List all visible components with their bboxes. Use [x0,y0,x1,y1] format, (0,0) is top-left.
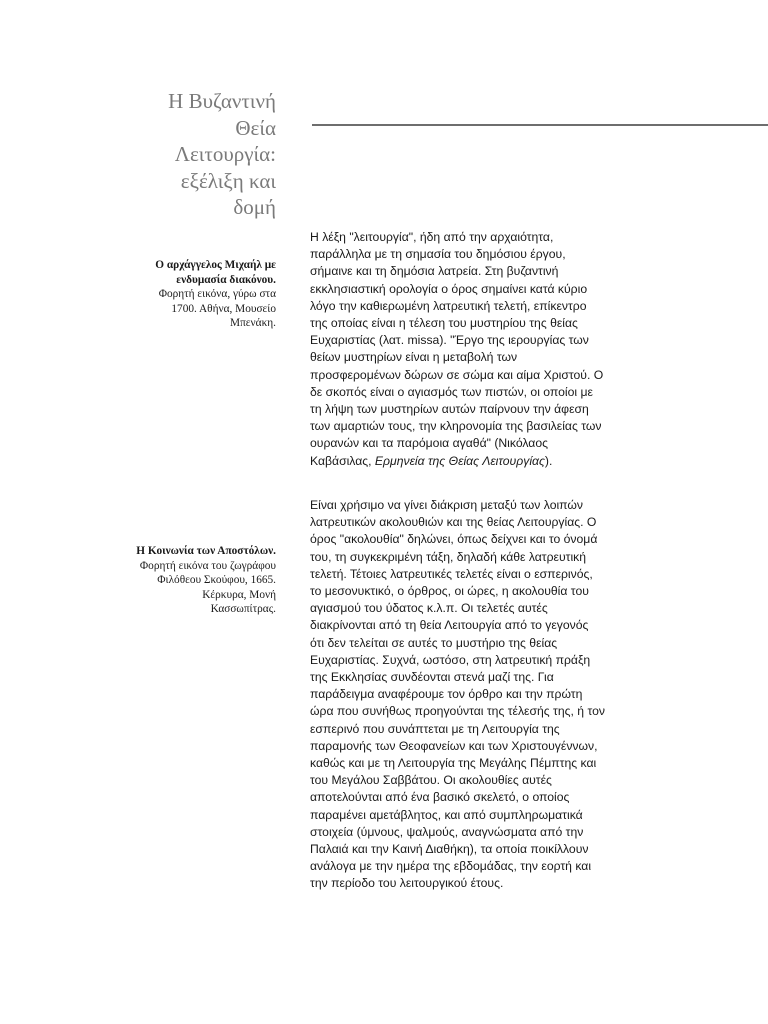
caption-detail-line: Κέρκυρα, Μονή [202,588,276,601]
image-caption-archangel [76,258,276,331]
citation-author: Καβάσιλας, [310,453,375,468]
caption-detail-line: Μπενάκη. [230,317,276,330]
text-line: Ευχαριστίας. Συχνά, ωστόσο, στη λατρευτική πράξη [310,652,591,667]
caption-detail-line: Φιλόθεου Σκούφου, 1665. [157,574,276,587]
citation-work-title: Ερμηνεία της Θείας Λειτουργίας [374,453,545,468]
text-line: θείων μυστηρίων είναι η μεταβολή των [310,350,518,365]
text-line: λατρευτικών ακολουθιών και της θείας Λειτουργίας. Ο [310,515,597,530]
text-line: το μεσονυκτικό, ο όρθρος, οι ώρες, η ακολουθία του [310,584,589,599]
text-line: Η λέξη "λειτουργία", ήδη από την αρχαιότητα, [310,230,554,244]
title-line: εξέλιξη και [180,168,276,193]
text-line: τη λήψη των μυστηρίων αυτών παίρνουν την άφεση [310,402,589,417]
text-line: όρος "ακολουθία" δηλώνει, όπως δείχνει και το όνομά [310,532,598,547]
text-line: των αμαρτιών τους, την κληρονομία της βασιλείας των [310,419,602,434]
text-line-citation [310,453,660,470]
text-line: προσφερομένων δώρων σε σώμα και αίμα Χριστού. Ο [310,367,604,382]
text-line: διακρίνονται από τη θεία Λειτουργία από το γεγονός [310,618,589,633]
text-line: παράδειγμα αναφέρουμε τον όρθρο και την πρώτη [310,687,583,702]
caption-detail-line: Κασσωπίτρας. [210,603,276,616]
text-line: Ευχαριστίας (λατ. missa). "Έργο της ιερουργίας των [310,333,589,348]
text-line: του, τη συγκεκριμένη τάξη, δηλαδή κάθε λατρευτική [310,549,587,564]
caption-detail-line: Φορητή εικόνα του ζωγράφου [139,559,276,572]
text-line: της Εκκλησίας συνδέονται στενά μαζί της. Για [310,670,554,685]
caption-title-line: Ο αρχάγγελος Μιχαήλ με [155,259,276,271]
caption-detail-line: Φορητή εικόνα, γύρω στα [158,288,276,301]
citation-end: ). [544,453,553,468]
text-line: ανάλογα με την ημέρα της εβδομάδας, την εορτή και [310,859,592,874]
image-caption-communion [76,544,276,617]
title-line: Λειτουργία: [174,142,276,166]
title-line: δομή [233,195,276,219]
title-line: Η Βυζαντινή [168,89,276,113]
text-line: τελετή. Τέτοιες λατρευτικές τελετές είναι ο εσπερινός, [310,566,593,581]
text-line: της οποίας είναι η τέλεση του μυστηρίου της θείας [310,316,578,331]
text-line: εκκλησιαστική ορολογία ο όρος σημαίνει κατά κύριο [310,281,588,296]
text-line: ουρανών και τα παρόμοια αγαθά" (Νικόλαος [310,436,548,451]
text-line: σήμαινε και τη δημόσια λατρεία. Στη βυζαντινή [310,264,559,279]
body-paragraph-1 [310,229,660,470]
text-line: εσπερινό που συνάπτεται με τη Λειτουργία της [310,721,560,736]
page-title [96,88,276,221]
text-line: Είναι χρήσιμο να γίνει διάκριση μεταξύ των λοιπών [310,498,584,512]
text-line: παραμένει αμετάβλητος, και από συμπληρωματικά [310,807,583,822]
text-line: του Μεγάλου Σαββάτου. Οι ακολουθίες αυτές [310,773,552,788]
text-line: την περίοδο του λειτουργικού έτους. [310,876,504,891]
caption-title-line: ενδυμασία διακόνου. [176,273,276,286]
heading-rule [312,124,768,126]
body-paragraph-2 [310,497,660,893]
text-line: καθώς και με τη Λειτουργία της Μεγάλης Πέμπτης και [310,756,597,771]
text-line: παραμονής των Θεοφανείων και των Χριστουγέννων, [310,738,598,753]
text-line: ότι δεν τελείται σε αυτές το μυστήριο της θείας [310,635,558,650]
caption-detail-line: 1700. Αθήνα, Μουσείο [171,302,276,315]
text-line: αποτελούνται από ένα βασικό σκελετό, ο οποίος [310,790,570,805]
caption-title-line: Η Κοινωνία των Αποστόλων. [136,545,276,557]
title-line: Θεία [235,115,276,140]
text-line: Παλαιά και την Καινή Διαθήκη), τα οποία ποικίλλουν [310,842,589,857]
text-line: στοιχεία (ύμνους, ψαλμούς, αναγνώσματα από την [310,824,584,839]
text-line: παράλληλα με τη σημασία του δημόσιου έργου, [310,247,566,262]
text-line: αγιασμού του ύδατος κ.λ.π. Οι τελετές αυτές [310,601,548,616]
text-line: λόγο την καθιερωμένη λατρευτική τελετή, επίκεντρο [310,298,587,313]
text-line: ώρα που συνήθως προηγούνται της τέλεσής της, ή τον [310,704,605,719]
text-line: δε σκοπός είναι ο αγιασμός των πιστών, οι οποίοι με [310,384,593,399]
